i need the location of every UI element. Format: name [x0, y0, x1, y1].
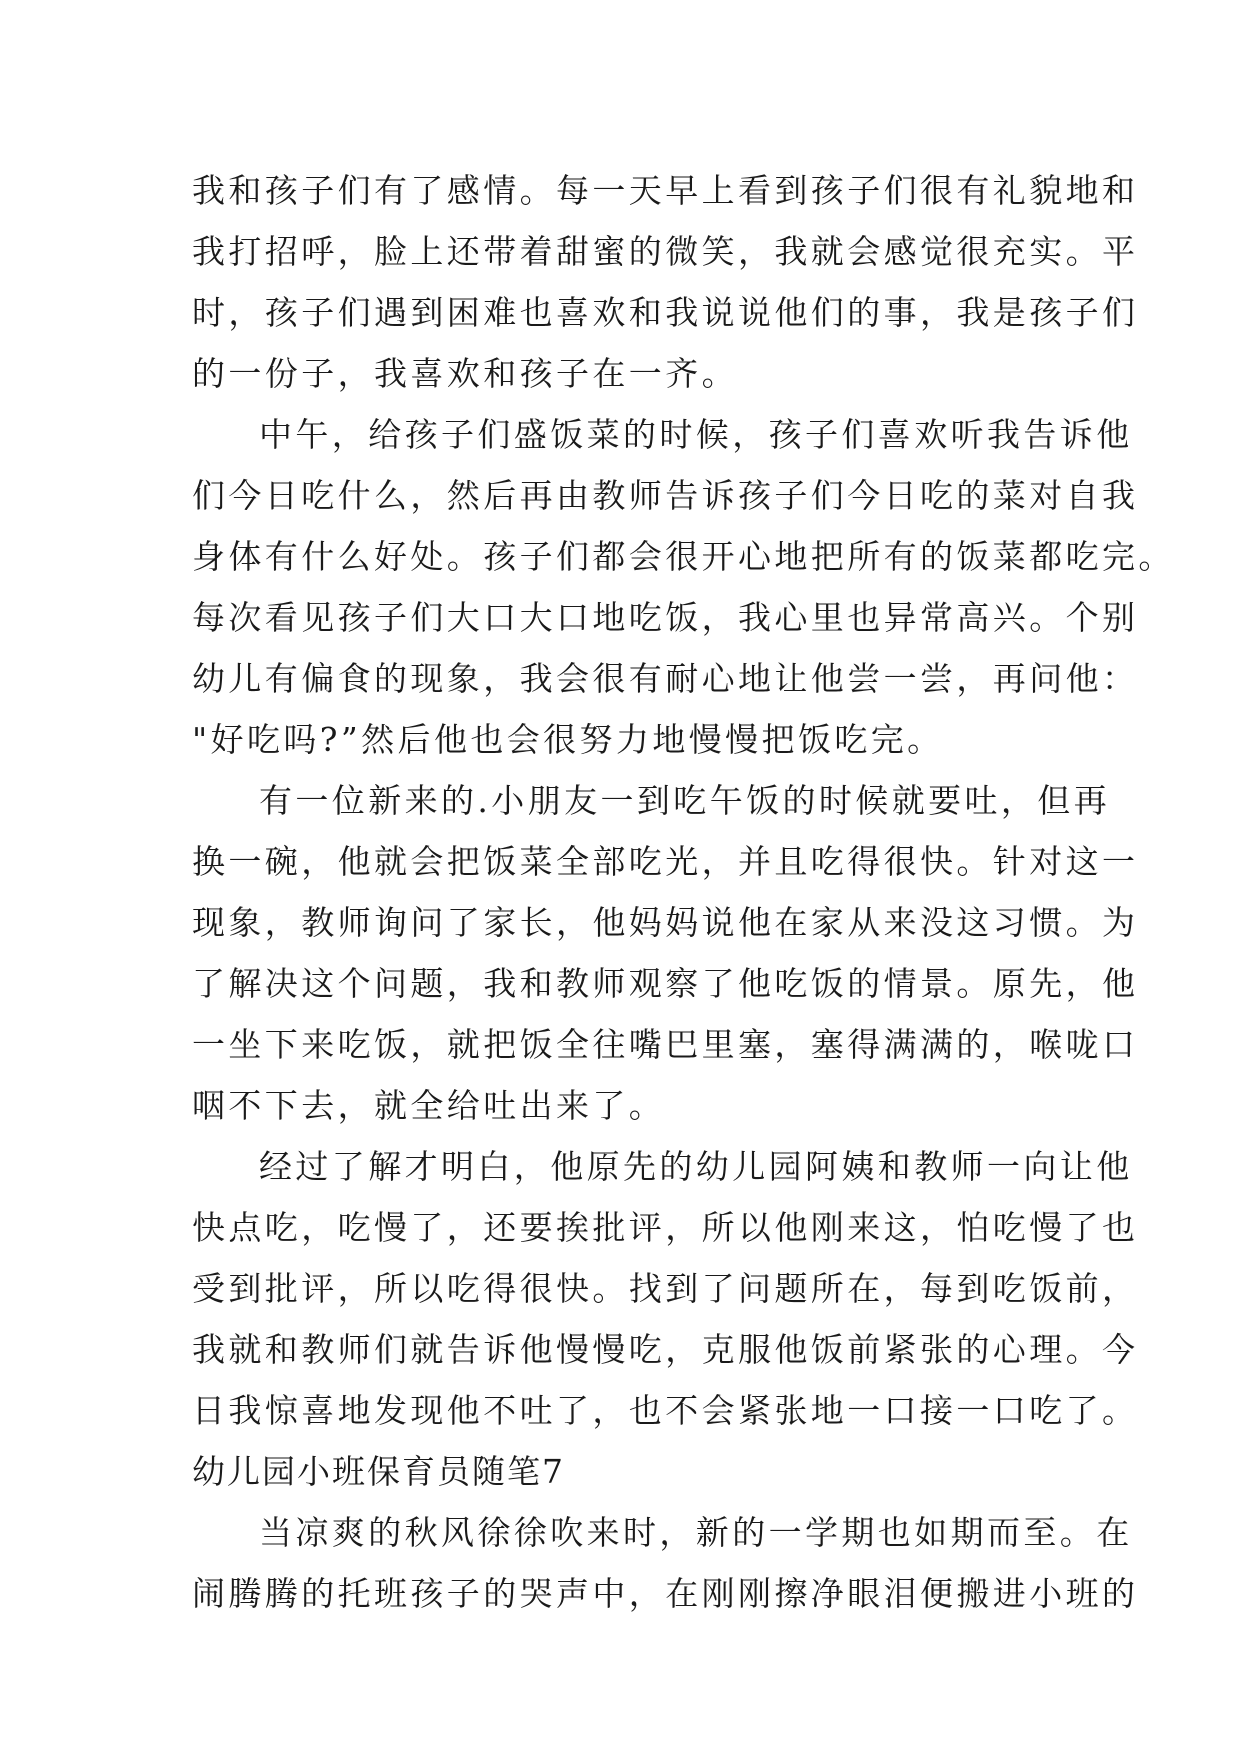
text-line: 了解决这个问题，我和教师观察了他吃饭的情景。原先，他	[192, 964, 1139, 1003]
paragraph-first-line: 当凉爽的秋风徐徐吹来时，新的一学期也如期而至。在	[259, 1513, 1133, 1552]
paragraph-first-line: 中午，给孩子们盛饭菜的时候，孩子们喜欢听我告诉他	[259, 415, 1133, 454]
text-line: "好吃吗?”然后他也会很努力地慢慢把饭吃完。	[192, 720, 944, 759]
text-line: 日我惊喜地发现他不吐了，也不会紧张地一口接一口吃了。	[192, 1391, 1139, 1430]
text-line: 闹腾腾的托班孩子的哭声中，在刚刚擦净眼泪便搬进小班的	[192, 1574, 1139, 1613]
text-line: 幼儿有偏食的现象，我会很有耐心地让他尝一尝，再问他：	[192, 659, 1139, 698]
section-heading: 幼儿园小班保育员随笔7	[192, 1452, 565, 1491]
text-line: 时，孩子们遇到困难也喜欢和我说说他们的事，我是孩子们	[192, 293, 1139, 332]
text-line: 换一碗，他就会把饭菜全部吃光，并且吃得很快。针对这一	[192, 842, 1139, 881]
text-line: 的一份子，我喜欢和孩子在一齐。	[192, 354, 738, 393]
text-line: 身体有什么好处。孩子们都会很开心地把所有的饭菜都吃完。	[192, 537, 1175, 576]
text-line: 每次看见孩子们大口大口地吃饭，我心里也异常高兴。个别	[192, 598, 1139, 637]
paragraph-first-line: 经过了解才明白，他原先的幼儿园阿姨和教师一向让他	[259, 1147, 1133, 1186]
paragraph-first-line: 有一位新来的.小朋友一到吃午饭的时候就要吐，但再	[259, 781, 1111, 820]
text-line: 咽不下去，就全给吐出来了。	[192, 1086, 666, 1125]
text-line: 现象，教师询问了家长，他妈妈说他在家从来没这习惯。为	[192, 903, 1139, 942]
text-line: 一坐下来吃饭，就把饭全往嘴巴里塞，塞得满满的，喉咙口	[192, 1025, 1139, 1064]
text-line: 我就和教师们就告诉他慢慢吃，克服他饭前紧张的心理。今	[192, 1330, 1139, 1369]
text-line: 我和孩子们有了感情。每一天早上看到孩子们很有礼貌地和	[192, 171, 1139, 210]
text-line: 快点吃，吃慢了，还要挨批评，所以他刚来这，怕吃慢了也	[192, 1208, 1139, 1247]
text-line: 我打招呼，脸上还带着甜蜜的微笑，我就会感觉很充实。平	[192, 232, 1139, 271]
text-line: 受到批评，所以吃得很快。找到了问题所在，每到吃饭前，	[192, 1269, 1139, 1308]
document-body	[192, 160, 1175, 1624]
text-line: 们今日吃什么，然后再由教师告诉孩子们今日吃的菜对自我	[192, 476, 1139, 515]
